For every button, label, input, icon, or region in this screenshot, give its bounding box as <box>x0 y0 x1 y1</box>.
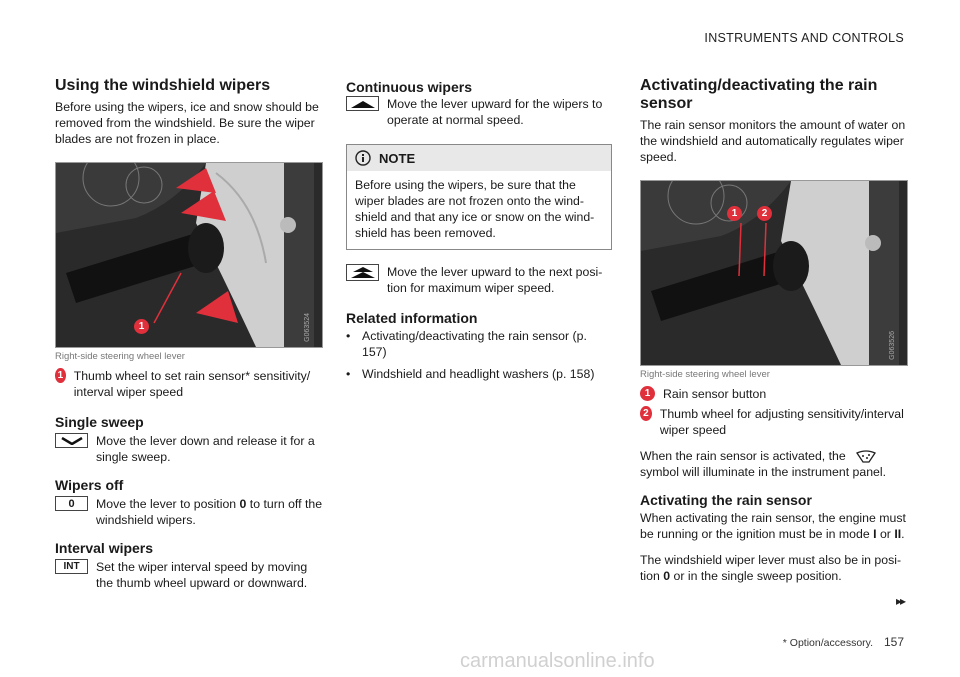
lever-position-text: The windshield wiper lever must also be in posi- tion 0 or in the single sweep position. <box>640 553 902 583</box>
column-1 <box>55 77 323 591</box>
continuous-title: Continuous wipers <box>346 79 472 95</box>
related-item[interactable]: • Activating/deactivating the rain sensor (p. 157) <box>346 329 587 359</box>
max-speed-row <box>346 264 612 296</box>
wipers-title: Using the windshield wipers <box>55 77 271 94</box>
wipers-intro: Before using the wipers, ice and snow should be removed from the windshield. Be sure the wiper blades are not frozen in place. <box>55 100 319 146</box>
wiper-double-up-icon <box>350 266 376 279</box>
interval-text: Set the wiper interval speed by moving the thumb wheel upward or downward. <box>96 560 308 590</box>
callout-1-badge: 1 <box>640 386 655 401</box>
image-code: G063526 <box>889 331 896 360</box>
related-title: Related information <box>346 310 478 326</box>
image-caption: Right-side steering wheel lever <box>55 351 185 362</box>
image-caption: Right-side steering wheel lever <box>640 369 770 380</box>
callout-1-badge: 1 <box>55 368 66 383</box>
note-title: NOTE <box>379 150 416 166</box>
callout-2-text: Thumb wheel for adjusting sensitivity/interval wiper speed <box>659 407 904 437</box>
interval-symbol: INT <box>55 559 88 574</box>
callout-1-text: Rain sensor button <box>663 387 767 401</box>
column-2 <box>346 79 612 388</box>
section-header: INSTRUMENTS AND CONTROLS <box>704 31 904 45</box>
activating-title: Activating the rain sensor <box>640 492 812 508</box>
interval-title: Interval wipers <box>55 540 154 556</box>
footer <box>783 635 904 649</box>
callout-1-row <box>55 368 323 400</box>
wipers-off-symbol: 0 <box>55 496 88 511</box>
note-header <box>347 145 611 171</box>
single-sweep-row <box>55 433 323 465</box>
single-sweep-symbol <box>55 433 88 448</box>
page-number: 157 <box>883 635 904 649</box>
note-text: Before using the wipers, be sure that the wiper blades are not frozen onto the wind- shield and that any ice or snow on the wind- shield has been removed. <box>355 178 595 240</box>
wiper-up-icon <box>350 99 376 109</box>
rain-sensor-intro: The rain sensor monitors the amount of water on the windshield and automatically regulates wiper speed. <box>640 118 906 164</box>
photo-callout-1: 1 <box>727 206 742 221</box>
rain-sensor-icon <box>855 450 877 464</box>
callout-2-row <box>640 406 907 438</box>
column-3 <box>640 77 907 584</box>
continuous-row <box>346 96 612 128</box>
info-icon <box>355 150 371 166</box>
next-page-arrows[interactable]: ▸▸ <box>895 594 904 608</box>
activating-text: When activating the rain sensor, the engine must be running or the ignition must be in mode I or II. <box>640 511 906 541</box>
rain-sensor-illustration <box>641 181 907 365</box>
related-item[interactable]: • Windshield and headlight washers (p. 158) <box>346 367 595 381</box>
chevron-down-icon <box>61 437 83 445</box>
wipers-off-title: Wipers off <box>55 477 124 493</box>
photo-callout-1: 1 <box>134 319 149 334</box>
single-sweep-title: Single sweep <box>55 414 144 430</box>
callout-2-badge: 2 <box>640 406 652 421</box>
continuous-symbol <box>346 96 379 111</box>
interval-row <box>55 559 323 591</box>
continuous-text: Move the lever upward for the wipers to operate at normal speed. <box>387 97 603 127</box>
wipers-off-text: Move the lever to position 0 to turn off the windshield wipers. <box>96 497 323 527</box>
image-code: G063524 <box>304 313 311 342</box>
wipers-off-row <box>55 496 323 528</box>
callout-1-row <box>640 386 907 402</box>
max-speed-symbol <box>346 264 379 281</box>
note-box <box>346 144 612 250</box>
footnote: * Option/accessory. <box>782 637 874 649</box>
lever-photo-2 <box>640 180 908 366</box>
callout-1-text: Thumb wheel to set rain sensor* sensitivity/ interval wiper speed <box>73 369 311 399</box>
max-speed-text: Move the lever upward to the next posi- tion for maximum wiper speed. <box>387 265 603 295</box>
single-sweep-text: Move the lever down and release it for a single sweep. <box>96 434 315 464</box>
symbol-text: When the rain sensor is activated, the symbol will illuminate in the instrument panel. <box>640 449 887 479</box>
photo-callout-2: 2 <box>757 206 772 221</box>
related-list <box>346 328 612 382</box>
lever-illustration <box>56 163 322 347</box>
lever-photo-1 <box>55 162 323 348</box>
watermark[interactable]: carmanualsonline.info <box>460 650 655 672</box>
rain-sensor-title: Activating/deactivating the rain sensor <box>640 77 878 112</box>
